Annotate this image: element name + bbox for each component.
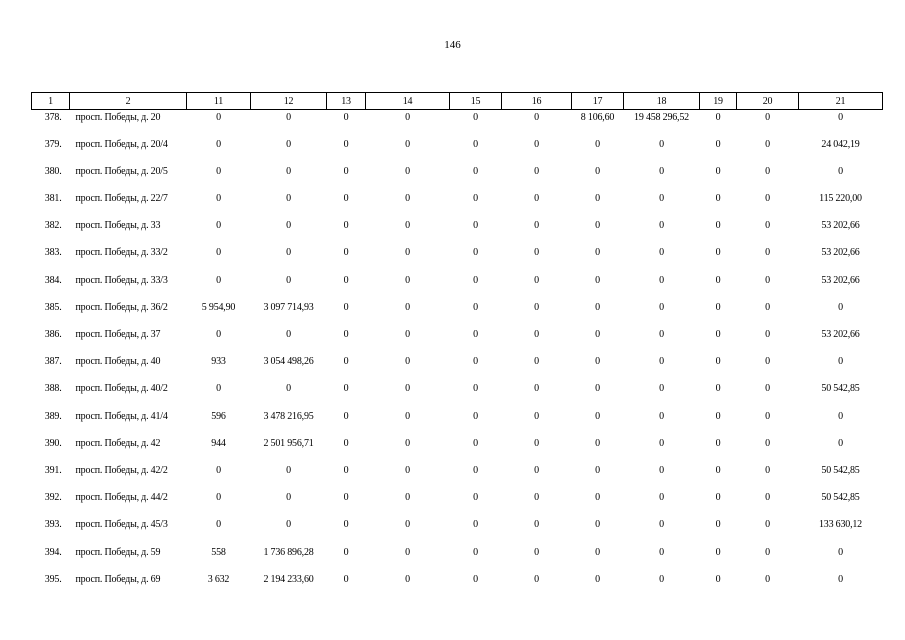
column-header-13: 13	[327, 93, 366, 110]
value-cell-col-19: 0	[715, 138, 721, 150]
value-cell-col-11: 0	[216, 519, 221, 531]
column-header-1: 1	[32, 93, 70, 110]
column-header-18: 18	[624, 93, 700, 110]
address-cell: просп. Победы, д. 69	[75, 573, 161, 585]
value-cell-col-17: 0	[595, 329, 600, 340]
table-row	[32, 218, 883, 245]
value-cell-col-20: 0	[765, 464, 770, 476]
value-cell-col-12: 0	[286, 165, 291, 177]
table-row	[32, 381, 883, 408]
value-cell-col-15: 0	[473, 247, 478, 259]
value-cell-col-21: 115 220,00	[819, 193, 862, 205]
value-cell-col-13: 0	[343, 274, 349, 286]
row-number-cell: 384.	[44, 274, 62, 286]
value-cell-col-14: 0	[405, 356, 410, 368]
value-cell-col-11: 0	[216, 220, 221, 232]
value-cell-col-15: 0	[473, 274, 478, 286]
value-cell-col-19: 0	[715, 519, 721, 531]
value-cell-col-19: 0	[715, 492, 721, 504]
value-cell-col-12: 0	[286, 138, 291, 150]
value-cell-col-18: 0	[659, 410, 664, 422]
value-cell-col-17: 0	[595, 247, 600, 259]
value-cell-col-20: 0	[765, 492, 770, 504]
data-table	[31, 92, 883, 599]
value-cell-col-18: 0	[659, 356, 664, 368]
value-cell-col-15: 0	[473, 138, 478, 150]
value-cell-col-20: 0	[765, 546, 770, 558]
value-cell-col-17: 0	[595, 410, 600, 422]
value-cell-col-18: 0	[659, 138, 664, 150]
value-cell-col-15: 0	[473, 546, 478, 558]
table-row	[32, 137, 883, 164]
value-cell-col-16: 0	[534, 492, 539, 504]
table-row	[32, 164, 883, 191]
value-cell-col-17: 0	[595, 138, 600, 150]
value-cell-col-17: 0	[595, 301, 600, 313]
value-cell-col-11: 0	[216, 193, 221, 205]
value-cell-col-11: 596	[211, 410, 226, 422]
value-cell-col-19: 0	[715, 410, 721, 422]
value-cell-col-18: 19 458 296,52	[634, 112, 689, 123]
value-cell-col-14: 0	[405, 301, 410, 313]
value-cell-col-11: 3 632	[207, 573, 230, 585]
value-cell-col-11: 558	[211, 546, 226, 558]
value-cell-col-17: 0	[595, 383, 600, 395]
table-header	[32, 93, 883, 110]
value-cell-col-13: 0	[343, 437, 349, 449]
value-cell-col-20: 0	[765, 437, 770, 449]
value-cell-col-20: 0	[765, 220, 770, 232]
row-number-cell: 393.	[44, 519, 62, 531]
value-cell-col-20: 0	[765, 356, 770, 368]
value-cell-col-16: 0	[534, 573, 539, 585]
value-cell-col-17: 0	[595, 546, 600, 558]
value-cell-col-11: 944	[211, 437, 226, 449]
address-cell: просп. Победы, д. 20	[75, 112, 161, 123]
value-cell-col-12: 3 054 498,26	[263, 356, 314, 368]
value-cell-col-17: 0	[595, 573, 600, 585]
value-cell-col-21: 0	[838, 437, 843, 449]
value-cell-col-15: 0	[473, 519, 478, 531]
value-cell-col-21: 53 202,66	[821, 274, 860, 286]
value-cell-col-19: 0	[715, 383, 721, 395]
address-cell: просп. Победы, д. 20/5	[75, 165, 168, 177]
value-cell-col-21: 0	[838, 546, 843, 558]
table-row	[32, 300, 883, 327]
column-header-11: 11	[187, 93, 251, 110]
value-cell-col-17: 0	[595, 165, 600, 177]
table-row	[32, 463, 883, 490]
value-cell-col-13: 0	[343, 410, 349, 422]
value-cell-col-12: 2 194 233,60	[263, 573, 314, 585]
value-cell-col-19: 0	[715, 220, 721, 232]
value-cell-col-20: 0	[765, 410, 770, 422]
header-row	[32, 93, 883, 110]
value-cell-col-20: 0	[765, 274, 770, 286]
address-cell: просп. Победы, д. 42	[75, 437, 161, 449]
value-cell-col-14: 0	[405, 329, 410, 340]
table-row	[32, 545, 883, 572]
value-cell-col-18: 0	[659, 301, 664, 313]
value-cell-col-12: 0	[286, 519, 291, 531]
value-cell-col-14: 0	[405, 519, 410, 531]
value-cell-col-16: 0	[534, 437, 539, 449]
value-cell-col-15: 0	[473, 573, 478, 585]
table-row	[32, 191, 883, 218]
value-cell-col-19: 0	[715, 464, 721, 476]
value-cell-col-21: 50 542,85	[821, 492, 860, 504]
value-cell-col-13: 0	[343, 329, 349, 340]
value-cell-col-18: 0	[659, 329, 664, 340]
value-cell-col-16: 0	[534, 301, 539, 313]
value-cell-col-18: 0	[659, 546, 664, 558]
value-cell-col-21: 0	[838, 410, 843, 422]
column-header-16: 16	[502, 93, 572, 110]
value-cell-col-16: 0	[534, 274, 539, 286]
table-row	[32, 409, 883, 436]
value-cell-col-21: 24 042,19	[821, 138, 860, 150]
column-header-2: 2	[70, 93, 187, 110]
value-cell-col-16: 0	[534, 112, 539, 123]
value-cell-col-14: 0	[405, 546, 410, 558]
address-cell: просп. Победы, д. 33/3	[75, 274, 168, 286]
address-cell: просп. Победы, д. 45/3	[75, 519, 168, 531]
value-cell-col-14: 0	[405, 492, 410, 504]
value-cell-col-14: 0	[405, 193, 410, 205]
value-cell-col-19: 0	[715, 193, 721, 205]
value-cell-col-11: 0	[216, 247, 221, 259]
row-number-cell: 379.	[44, 138, 62, 150]
value-cell-col-18: 0	[659, 492, 664, 504]
value-cell-col-21: 50 542,85	[821, 383, 860, 395]
value-cell-col-15: 0	[473, 165, 478, 177]
value-cell-col-15: 0	[473, 464, 478, 476]
address-cell: просп. Победы, д. 40/2	[75, 383, 168, 395]
column-header-19: 19	[700, 93, 737, 110]
value-cell-col-18: 0	[659, 437, 664, 449]
value-cell-col-20: 0	[765, 519, 770, 531]
value-cell-col-20: 0	[765, 329, 770, 340]
page-number: 146	[444, 39, 461, 51]
value-cell-col-12: 0	[286, 383, 291, 395]
table-row	[32, 273, 883, 300]
value-cell-col-19: 0	[715, 247, 721, 259]
value-cell-col-17: 8 106,60	[580, 112, 615, 123]
value-cell-col-18: 0	[659, 274, 664, 286]
column-header-21: 21	[799, 93, 883, 110]
value-cell-col-21: 0	[838, 165, 843, 177]
value-cell-col-14: 0	[405, 138, 410, 150]
table-row	[32, 572, 883, 599]
value-cell-col-13: 0	[343, 220, 349, 232]
value-cell-col-16: 0	[534, 464, 539, 476]
value-cell-col-16: 0	[534, 220, 539, 232]
value-cell-col-11: 0	[216, 492, 221, 504]
value-cell-col-17: 0	[595, 274, 600, 286]
value-cell-col-17: 0	[595, 193, 600, 205]
value-cell-col-18: 0	[659, 165, 664, 177]
value-cell-col-20: 0	[765, 301, 770, 313]
value-cell-col-18: 0	[659, 573, 664, 585]
value-cell-col-12: 2 501 956,71	[263, 437, 314, 449]
value-cell-col-14: 0	[405, 573, 410, 585]
value-cell-col-20: 0	[765, 573, 770, 585]
value-cell-col-16: 0	[534, 383, 539, 395]
row-number-cell: 391.	[44, 464, 62, 476]
value-cell-col-17: 0	[595, 220, 600, 232]
value-cell-col-19: 0	[715, 274, 721, 286]
table-row	[32, 245, 883, 272]
row-number-cell: 392.	[44, 492, 62, 504]
row-number-cell: 389.	[44, 410, 62, 422]
value-cell-col-18: 0	[659, 220, 664, 232]
value-cell-col-16: 0	[534, 356, 539, 368]
value-cell-col-16: 0	[534, 138, 539, 150]
column-header-17: 17	[572, 93, 624, 110]
value-cell-col-14: 0	[405, 437, 410, 449]
address-cell: просп. Победы, д. 36/2	[75, 301, 168, 313]
value-cell-col-12: 3 097 714,93	[263, 301, 314, 313]
address-cell: просп. Победы, д. 42/2	[75, 464, 168, 476]
value-cell-col-16: 0	[534, 247, 539, 259]
value-cell-col-20: 0	[765, 138, 770, 150]
value-cell-col-13: 0	[343, 573, 349, 585]
value-cell-col-21: 53 202,66	[821, 329, 860, 340]
value-cell-col-19: 0	[715, 546, 721, 558]
value-cell-col-18: 0	[659, 519, 664, 531]
row-number-cell: 385.	[44, 301, 62, 313]
address-cell: просп. Победы, д. 37	[75, 329, 161, 340]
value-cell-col-17: 0	[595, 464, 600, 476]
value-cell-col-11: 0	[216, 165, 221, 177]
value-cell-col-17: 0	[595, 492, 600, 504]
value-cell-col-21: 0	[838, 356, 843, 368]
value-cell-col-12: 0	[286, 492, 291, 504]
value-cell-col-15: 0	[473, 112, 478, 123]
value-cell-col-12: 0	[286, 112, 291, 123]
value-cell-col-13: 0	[343, 546, 349, 558]
value-cell-col-15: 0	[473, 301, 478, 313]
value-cell-col-17: 0	[595, 437, 600, 449]
value-cell-col-15: 0	[473, 193, 478, 205]
row-number-cell: 395.	[44, 573, 62, 585]
value-cell-col-16: 0	[534, 329, 539, 340]
value-cell-col-12: 3 478 216,95	[263, 410, 314, 422]
value-cell-col-15: 0	[473, 356, 478, 368]
value-cell-col-14: 0	[405, 383, 410, 395]
value-cell-col-16: 0	[534, 546, 539, 558]
value-cell-col-11: 933	[211, 356, 226, 368]
value-cell-col-20: 0	[765, 165, 770, 177]
value-cell-col-11: 0	[216, 138, 221, 150]
value-cell-col-18: 0	[659, 193, 664, 205]
value-cell-col-19: 0	[715, 165, 721, 177]
value-cell-col-21: 53 202,66	[821, 220, 860, 232]
row-number-cell: 383.	[44, 247, 62, 259]
address-cell: просп. Победы, д. 41/4	[75, 410, 168, 422]
value-cell-col-12: 0	[286, 220, 291, 232]
value-cell-col-15: 0	[473, 383, 478, 395]
table-row	[32, 354, 883, 381]
value-cell-col-15: 0	[473, 492, 478, 504]
value-cell-col-11: 0	[216, 112, 221, 123]
value-cell-col-13: 0	[343, 301, 349, 313]
address-cell: просп. Победы, д. 44/2	[75, 492, 168, 504]
value-cell-col-14: 0	[405, 410, 410, 422]
table-row	[32, 110, 883, 137]
value-cell-col-14: 0	[405, 165, 410, 177]
value-cell-col-13: 0	[343, 464, 349, 476]
column-header-14: 14	[366, 93, 450, 110]
value-cell-col-20: 0	[765, 247, 770, 259]
value-cell-col-15: 0	[473, 329, 478, 340]
value-cell-col-19: 0	[715, 301, 721, 313]
value-cell-col-11: 0	[216, 329, 221, 340]
column-header-12: 12	[251, 93, 327, 110]
value-cell-col-13: 0	[343, 193, 349, 205]
table-row	[32, 327, 883, 354]
value-cell-col-11: 0	[216, 464, 221, 476]
row-number-cell: 382.	[44, 220, 62, 232]
address-cell: просп. Победы, д. 40	[75, 356, 161, 368]
value-cell-col-12: 1 736 896,28	[263, 546, 314, 558]
value-cell-col-21: 0	[838, 573, 843, 585]
address-cell: просп. Победы, д. 59	[75, 546, 161, 558]
value-cell-col-16: 0	[534, 165, 539, 177]
value-cell-col-21: 53 202,66	[821, 247, 860, 259]
value-cell-col-21: 0	[838, 301, 843, 313]
value-cell-col-15: 0	[473, 220, 478, 232]
value-cell-col-14: 0	[405, 464, 410, 476]
value-cell-col-19: 0	[715, 329, 721, 340]
value-cell-col-13: 0	[343, 492, 349, 504]
value-cell-col-11: 0	[216, 274, 221, 286]
value-cell-col-20: 0	[765, 193, 770, 205]
value-cell-col-13: 0	[343, 112, 349, 123]
value-cell-col-19: 0	[715, 356, 721, 368]
value-cell-col-17: 0	[595, 356, 600, 368]
address-cell: просп. Победы, д. 22/7	[75, 193, 168, 205]
value-cell-col-19: 0	[715, 437, 721, 449]
table-row	[32, 517, 883, 544]
value-cell-col-13: 0	[343, 383, 349, 395]
value-cell-col-13: 0	[343, 356, 349, 368]
value-cell-col-13: 0	[343, 138, 349, 150]
value-cell-col-18: 0	[659, 247, 664, 259]
row-number-cell: 394.	[44, 546, 62, 558]
table-row	[32, 490, 883, 517]
value-cell-col-21: 0	[838, 112, 843, 123]
value-cell-col-15: 0	[473, 437, 478, 449]
value-cell-col-19: 0	[715, 573, 721, 585]
value-cell-col-17: 0	[595, 519, 600, 531]
value-cell-col-20: 0	[765, 383, 770, 395]
row-number-cell: 386.	[44, 329, 62, 340]
address-cell: просп. Победы, д. 33	[75, 220, 161, 232]
value-cell-col-21: 50 542,85	[821, 464, 860, 476]
value-cell-col-11: 5 954,90	[201, 301, 236, 313]
value-cell-col-14: 0	[405, 274, 410, 286]
value-cell-col-14: 0	[405, 220, 410, 232]
column-header-20: 20	[737, 93, 799, 110]
value-cell-col-11: 0	[216, 383, 221, 395]
value-cell-col-19: 0	[715, 112, 721, 123]
value-cell-col-12: 0	[286, 193, 291, 205]
row-number-cell: 380.	[44, 165, 62, 177]
value-cell-col-13: 0	[343, 247, 349, 259]
column-header-15: 15	[450, 93, 502, 110]
value-cell-col-16: 0	[534, 519, 539, 531]
row-number-cell: 390.	[44, 437, 62, 449]
value-cell-col-14: 0	[405, 112, 410, 123]
value-cell-col-14: 0	[405, 247, 410, 259]
table-body	[32, 110, 883, 599]
value-cell-col-12: 0	[286, 329, 291, 340]
value-cell-col-18: 0	[659, 464, 664, 476]
value-cell-col-15: 0	[473, 410, 478, 422]
value-cell-col-13: 0	[343, 165, 349, 177]
value-cell-col-16: 0	[534, 193, 539, 205]
value-cell-col-13: 0	[343, 519, 349, 531]
row-number-cell: 388.	[44, 383, 62, 395]
value-cell-col-16: 0	[534, 410, 539, 422]
address-cell: просп. Победы, д. 33/2	[75, 247, 168, 259]
row-number-cell: 387.	[44, 356, 62, 368]
value-cell-col-18: 0	[659, 383, 664, 395]
row-number-cell: 378.	[44, 112, 62, 123]
row-number-cell: 381.	[44, 193, 62, 205]
address-cell: просп. Победы, д. 20/4	[75, 138, 168, 150]
value-cell-col-12: 0	[286, 274, 291, 286]
value-cell-col-12: 0	[286, 464, 291, 476]
value-cell-col-21: 133 630,12	[818, 519, 862, 531]
value-cell-col-12: 0	[286, 247, 291, 259]
table-row	[32, 436, 883, 463]
value-cell-col-20: 0	[765, 112, 770, 123]
